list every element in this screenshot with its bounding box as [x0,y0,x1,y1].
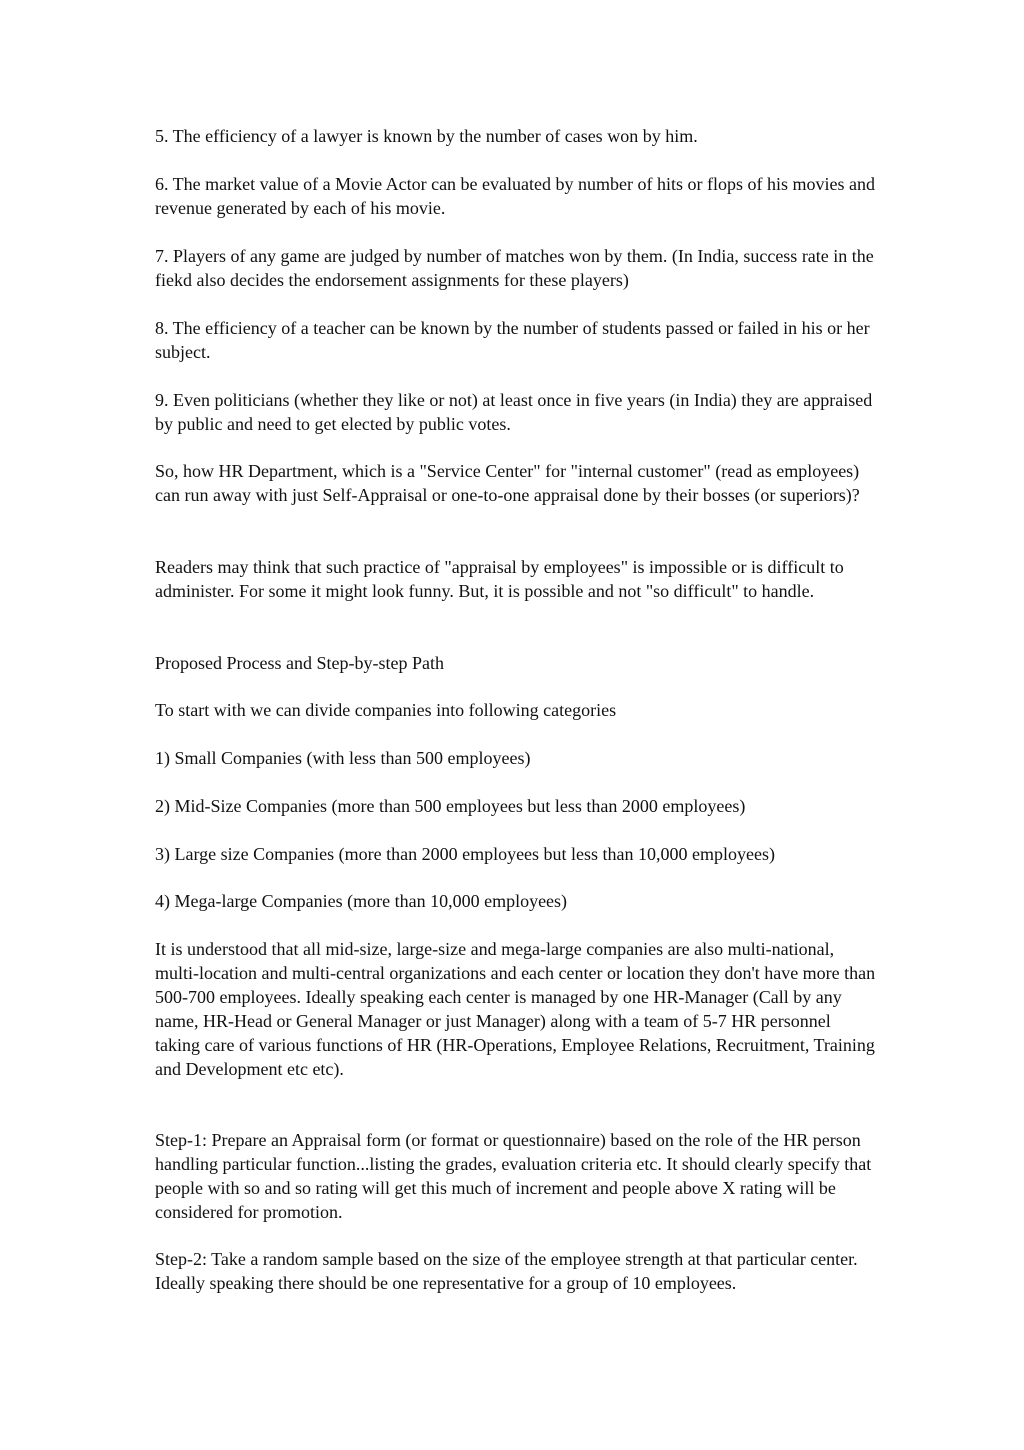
category-small: 1) Small Companies (with less than 500 employees) [155,748,531,768]
paragraph-understood: It is understood that all mid-size, large-size and mega-large companies are also multi-national, multi-location and multi-central organizations and each center or location they don't have more than 500-700 employees. Ideally speaking each center is managed by one HR-Manager (Call by any name, HR-Head or General Manager or just Manager) along with a team of 5-7 HR personnel taking care of various functions of HR (HR-Operations, Employee Relations, Recruitment, Training and Development etc etc). [155,939,876,1079]
paragraph-item-7: 7. Players of any game are judged by number of matches won by them. (In India, success rate in the fiekd also decides the endorsement assignments for these players) [155,246,874,290]
section-heading: Proposed Process and Step-by-step Path [155,653,444,673]
category-mega-large: 4) Mega-large Companies (more than 10,000 employees) [155,891,568,911]
paragraph-item-5: 5. The efficiency of a lawyer is known by the number of cases won by him. [155,126,698,146]
paragraph-readers: Readers may think that such practice of "appraisal by employees" is impossible or is difficult to administer. For some it might look funny. But, it is possible and not "so difficult" to handle. [155,557,844,601]
paragraph-item-9: 9. Even politicians (whether they like or not) at least once in five years (in India) they are appraised by public and need to get elected by public votes. [155,390,873,434]
paragraph-intro-categories: To start with we can divide companies into following categories [155,700,617,720]
paragraph-step-2: Step-2: Take a random sample based on the size of the employee strength at that particular center. Ideally speaking there should be one representative for a group of 10 employees. [155,1249,858,1293]
paragraph-hr-department: So, how HR Department, which is a "Service Center" for "internal customer" (read as employees) can run away with just Self-Appraisal or one-to-one appraisal done by their bosses (or superiors)? [155,461,860,505]
category-mid-size: 2) Mid-Size Companies (more than 500 employees but less than 2000 employees) [155,796,746,816]
paragraph-step-1: Step-1: Prepare an Appraisal form (or format or questionnaire) based on the role of the HR person handling particular function...listing the grades, evaluation criteria etc. It should clearly specify that people with so and so rating will get this much of increment and people above X rating will be considered for promotion. [155,1130,872,1222]
paragraph-item-6: 6. The market value of a Movie Actor can be evaluated by number of hits or flops of his movies and revenue generated by each of his movie. [155,174,875,218]
category-large-size: 3) Large size Companies (more than 2000 employees but less than 10,000 employees) [155,844,776,864]
paragraph-item-8: 8. The efficiency of a teacher can be known by the number of students passed or failed in his or her subject. [155,318,870,362]
